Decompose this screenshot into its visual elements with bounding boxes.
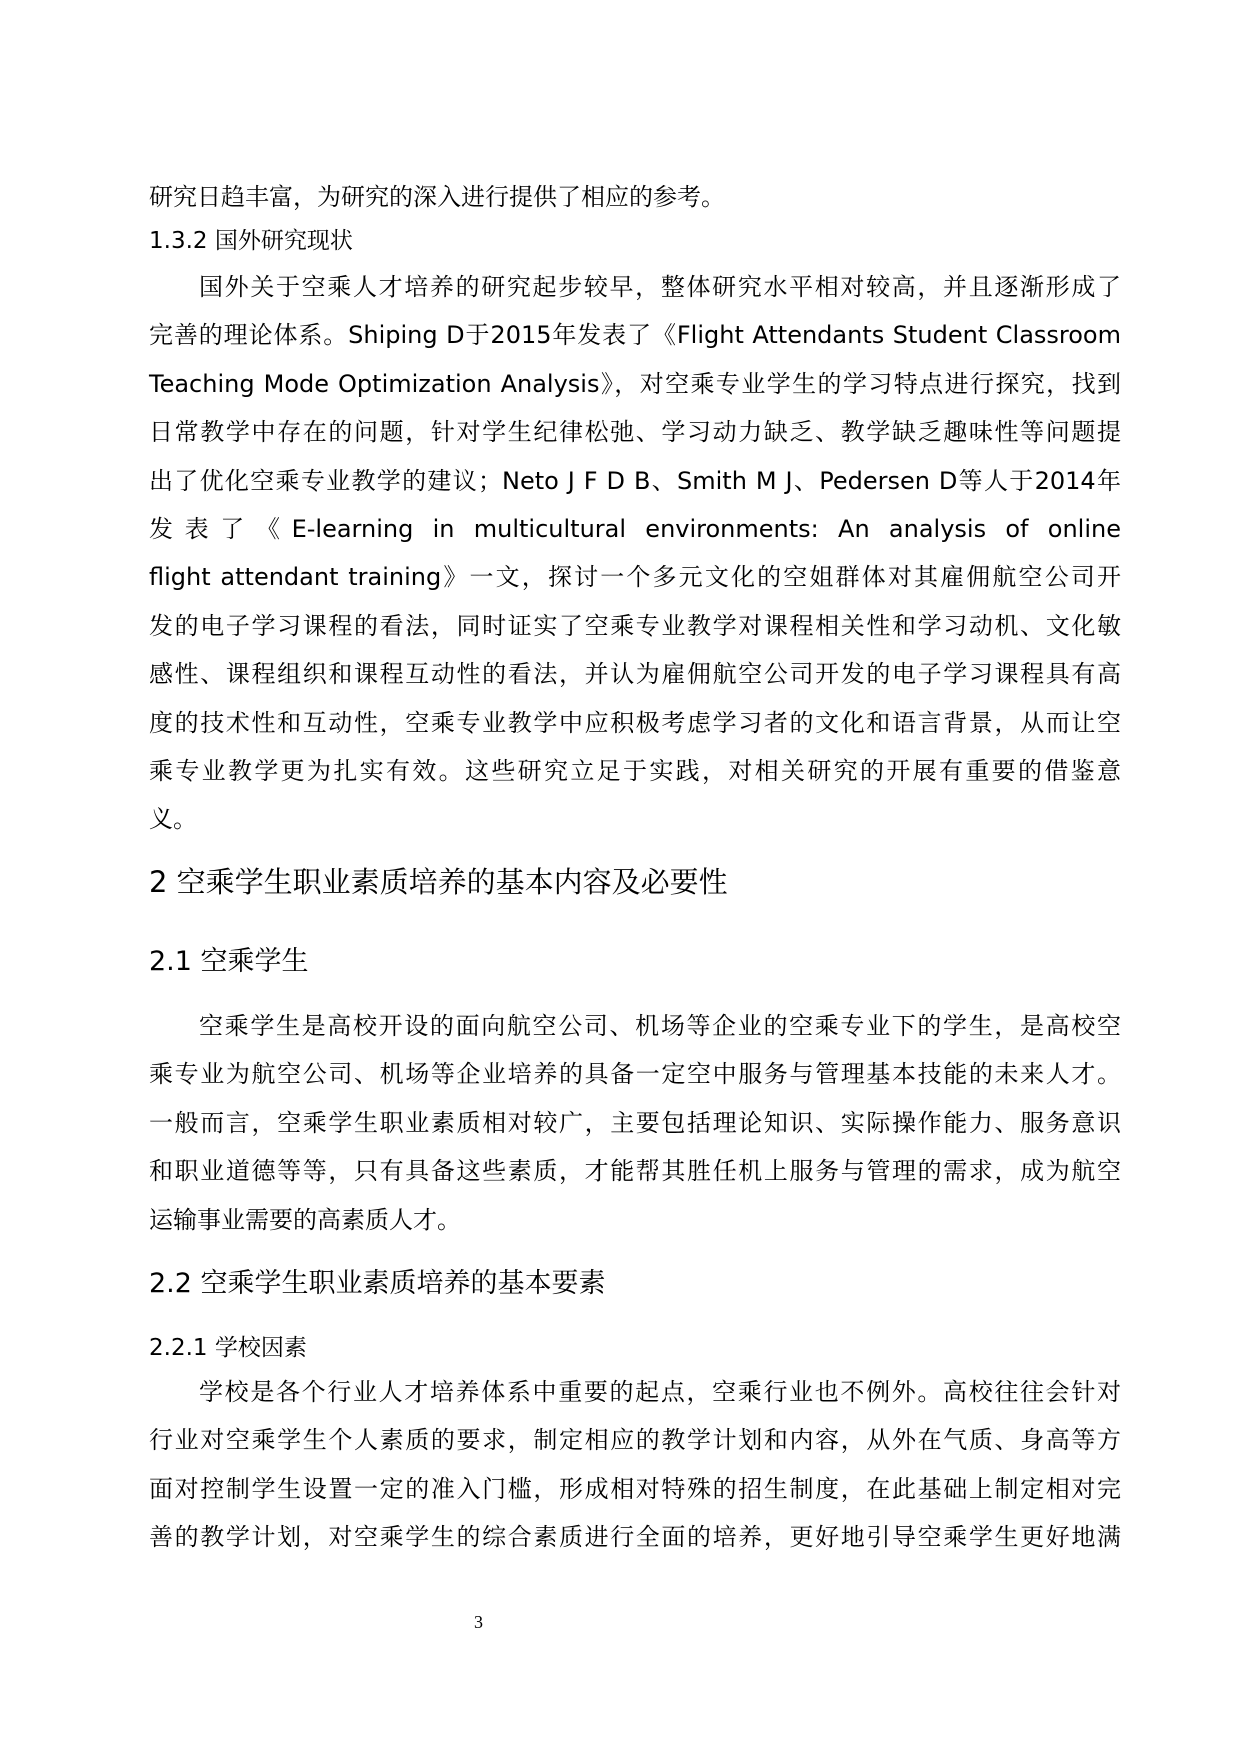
- section-heading: 2.2 空乘学生职业素质培养的基本要素: [149, 1268, 606, 1299]
- paragraph-line: 一般而言，空乘学生职业素质相对较广，主要包括理论知识、实际操作能力、服务意识: [149, 1108, 1121, 1137]
- subsection-heading: 2.2.1 学校因素: [149, 1335, 307, 1361]
- paragraph-line: 乘专业教学更为扎实有效。这些研究立足于实践，对相关研究的开展有重要的借鉴意: [149, 757, 1121, 785]
- paragraph-line: 乘专业为航空公司、机场等企业培养的具备一定空中服务与管理基本技能的未来人才。: [149, 1060, 1121, 1089]
- paragraph-line: 国外关于空乘人才培养的研究起步较早，整体研究水平相对较高，并且逐渐形成了: [199, 273, 1121, 301]
- page-number: 3: [474, 1612, 483, 1632]
- paragraph-line: 感性、课程组织和课程互动性的看法，并认为雇佣航空公司开发的电子学习课程具有高: [149, 660, 1121, 689]
- paragraph-line: 学校是各个行业人才培养体系中重要的起点，空乘行业也不例外。高校往往会针对: [199, 1378, 1121, 1406]
- paragraph-line: 善的教学计划，对空乘学生的综合素质进行全面的培养，更好地引导空乘学生更好地满: [149, 1523, 1121, 1552]
- paragraph-line: 发的电子学习课程的看法，同时证实了空乘专业教学对课程相关性和学习动机、文化敏: [149, 611, 1121, 640]
- paragraph-line: 日常教学中存在的问题，针对学生纪律松弛、学习动力缺乏、教学缺乏趣味性等问题提: [149, 418, 1121, 447]
- paragraph-line: 研究日趋丰富，为研究的深入进行提供了相应的参考。: [149, 183, 725, 211]
- paragraph-line: 面对控制学生设置一定的准入门槛，形成相对特殊的招生制度，在此基础上制定相对完: [149, 1474, 1121, 1503]
- paragraph-line: 发表了《E-learning in multicultural environments: An analysis of online: [149, 515, 1121, 543]
- paragraph-line: Teaching Mode Optimization Analysis》，对空乘专业学生的学习特点进行探究，找到: [149, 369, 1121, 398]
- paragraph-line: 义。: [149, 805, 197, 834]
- paragraph-line: 出了优化空乘专业教学的建议；Neto J F D B、Smith M J、Pedersen D等人于2014年: [149, 466, 1121, 495]
- section-heading: 2.1 空乘学生: [149, 946, 309, 977]
- paragraph-line: flight attendant training》一文，探讨一个多元文化的空姐群体对其雇佣航空公司开: [149, 563, 1121, 592]
- subsection-heading: 1.3.2 国外研究现状: [149, 228, 353, 254]
- paragraph-line: 度的技术性和互动性，空乘专业教学中应积极考虑学习者的文化和语言背景，从而让空: [149, 708, 1121, 737]
- chapter-heading: 2 空乘学生职业素质培养的基本内容及必要性: [149, 865, 728, 899]
- paragraph-line: 运输事业需要的高素质人才。: [149, 1205, 461, 1234]
- paragraph-line: 完善的理论体系。Shiping D于2015年发表了《Flight Attendants Student Classroom: [149, 321, 1121, 350]
- paragraph-line: 和职业道德等等，只有具备这些素质，才能帮其胜任机上服务与管理的需求，成为航空: [149, 1157, 1121, 1186]
- paragraph-line: 行业对空乘学生个人素质的要求，制定相应的教学计划和内容，从外在气质、身高等方: [149, 1426, 1121, 1455]
- paragraph-line: 空乘学生是高校开设的面向航空公司、机场等企业的空乘专业下的学生，是高校空: [199, 1012, 1121, 1040]
